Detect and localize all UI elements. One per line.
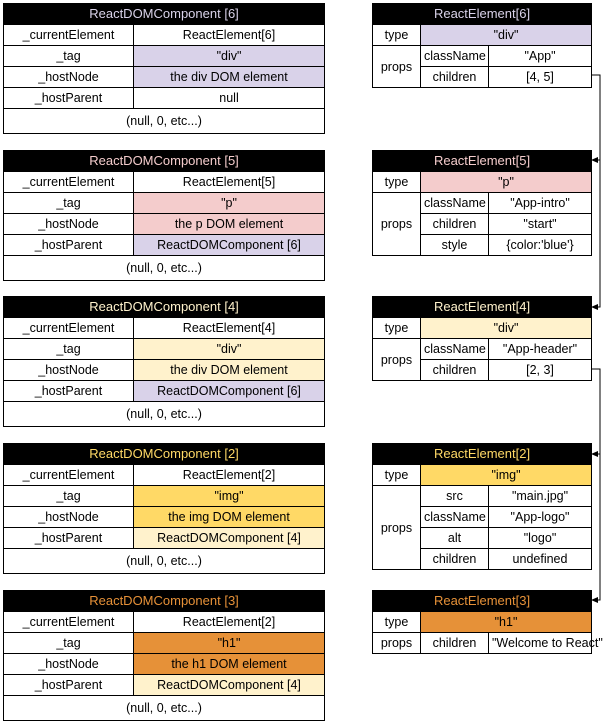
connector-element6-to-element4	[591, 160, 600, 307]
field-label: _currentElement	[4, 612, 134, 633]
component-footer: (null, 0, etc...)	[4, 696, 325, 721]
prop-key: children	[421, 214, 489, 235]
connector-element6-to-element5	[591, 75, 600, 160]
prop-value: "Welcome to React"	[489, 633, 592, 654]
prop-key: alt	[421, 528, 489, 549]
prop-key: className	[421, 339, 489, 360]
prop-value: [4, 5]	[489, 67, 592, 88]
element-title: ReactElement[6]	[373, 4, 592, 25]
prop-key: children	[421, 549, 489, 570]
component-title: ReactDOMComponent [5]	[4, 151, 325, 172]
element-title: ReactElement[4]	[373, 297, 592, 318]
field-label: _hostNode	[4, 67, 134, 88]
field-value: ReactElement[2]	[134, 612, 325, 633]
type-value: "p"	[421, 172, 592, 193]
prop-key: className	[421, 46, 489, 67]
field-label: _tag	[4, 193, 134, 214]
field-value: the img DOM element	[134, 507, 325, 528]
field-value: "h1"	[134, 633, 325, 654]
field-label: _tag	[4, 339, 134, 360]
field-value: the h1 DOM element	[134, 654, 325, 675]
prop-key: style	[421, 235, 489, 256]
field-label: _currentElement	[4, 25, 134, 46]
field-label: _currentElement	[4, 318, 134, 339]
type-value: "img"	[421, 465, 592, 486]
component-title: ReactDOMComponent [4]	[4, 297, 325, 318]
prop-value: [2, 3]	[489, 360, 592, 381]
prop-value: "main.jpg"	[489, 486, 592, 507]
prop-value: "start"	[489, 214, 592, 235]
element-title: ReactElement[3]	[373, 591, 592, 612]
field-value: ReactElement[4]	[134, 318, 325, 339]
field-value: "p"	[134, 193, 325, 214]
prop-value: "App-header"	[489, 339, 592, 360]
type-label: type	[373, 318, 421, 339]
type-label: type	[373, 25, 421, 46]
element-title: ReactElement[5]	[373, 151, 592, 172]
field-value: the p DOM element	[134, 214, 325, 235]
prop-key: children	[421, 360, 489, 381]
field-label: _hostNode	[4, 654, 134, 675]
field-value: "img"	[134, 486, 325, 507]
props-label: props	[373, 339, 421, 381]
field-value: ReactElement[6]	[134, 25, 325, 46]
field-label: _hostNode	[4, 507, 134, 528]
connector-element4-to-element3	[591, 454, 600, 600]
field-label: _hostNode	[4, 214, 134, 235]
props-label: props	[373, 193, 421, 256]
element-title: ReactElement[2]	[373, 444, 592, 465]
prop-key: src	[421, 486, 489, 507]
field-value: ReactDOMComponent [4]	[134, 675, 325, 696]
field-label: _hostParent	[4, 528, 134, 549]
field-value: ReactDOMComponent [6]	[134, 235, 325, 256]
prop-value: "App"	[489, 46, 592, 67]
prop-value: "App-intro"	[489, 193, 592, 214]
field-value: the div DOM element	[134, 67, 325, 88]
field-value: ReactDOMComponent [6]	[134, 381, 325, 402]
field-value: the div DOM element	[134, 360, 325, 381]
prop-value: {color:'blue'}	[489, 235, 592, 256]
type-value: "h1"	[421, 612, 592, 633]
component-footer: (null, 0, etc...)	[4, 109, 325, 134]
component-footer: (null, 0, etc...)	[4, 549, 325, 574]
field-label: _tag	[4, 486, 134, 507]
component-title: ReactDOMComponent [3]	[4, 591, 325, 612]
field-label: _currentElement	[4, 172, 134, 193]
type-label: type	[373, 465, 421, 486]
prop-value: undefined	[489, 549, 592, 570]
prop-value: "App-logo"	[489, 507, 592, 528]
field-label: _tag	[4, 46, 134, 67]
prop-key: children	[421, 633, 489, 654]
field-label: _currentElement	[4, 465, 134, 486]
field-label: _hostParent	[4, 381, 134, 402]
props-label: props	[373, 46, 421, 88]
field-value: "div"	[134, 339, 325, 360]
field-value: "div"	[134, 46, 325, 67]
field-label: _hostNode	[4, 360, 134, 381]
prop-key: className	[421, 507, 489, 528]
field-label: _hostParent	[4, 235, 134, 256]
field-label: _hostParent	[4, 675, 134, 696]
type-value: "div"	[421, 25, 592, 46]
component-footer: (null, 0, etc...)	[4, 402, 325, 427]
type-label: type	[373, 172, 421, 193]
field-value: ReactElement[2]	[134, 465, 325, 486]
field-value: null	[134, 88, 325, 109]
component-title: ReactDOMComponent [6]	[4, 4, 325, 25]
component-title: ReactDOMComponent [2]	[4, 444, 325, 465]
type-label: type	[373, 612, 421, 633]
field-label: _tag	[4, 633, 134, 654]
field-label: _hostParent	[4, 88, 134, 109]
type-value: "div"	[421, 318, 592, 339]
prop-key: children	[421, 67, 489, 88]
connector-element4-to-element2	[591, 369, 600, 454]
prop-key: className	[421, 193, 489, 214]
prop-value: "logo"	[489, 528, 592, 549]
component-footer: (null, 0, etc...)	[4, 256, 325, 281]
props-label: props	[373, 633, 421, 654]
props-label: props	[373, 486, 421, 570]
field-value: ReactElement[5]	[134, 172, 325, 193]
field-value: ReactDOMComponent [4]	[134, 528, 325, 549]
